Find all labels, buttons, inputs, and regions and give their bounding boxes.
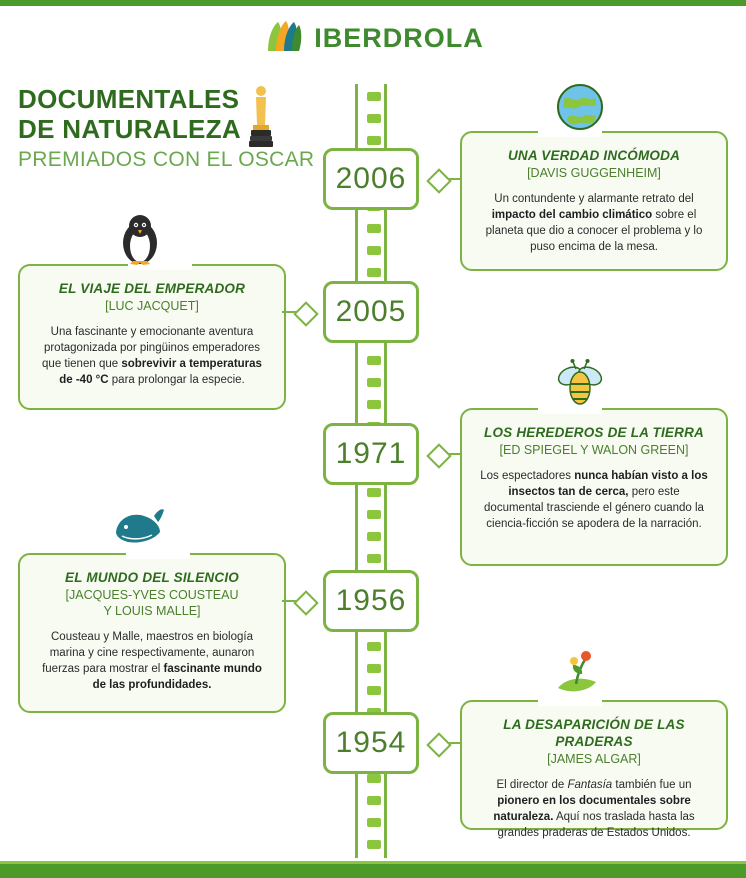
title-line-1: DOCUMENTALES [18,84,240,114]
plant-sprout-icon [552,648,608,704]
iberdrola-leaf-logo-icon [262,17,304,59]
bee-icon [552,356,608,412]
entry-card-1954 [460,700,728,839]
year-marker-1971[interactable] [323,423,419,485]
entry-card-1956 [18,553,286,713]
bottom-accent-bar [0,864,746,878]
entry-text: Los espectadores nunca habían visto a los insectos tan de cerca, pero este documental trasciende el género cuando la ciencia-ficción se apodera de la narración. [480,470,708,530]
year-connector-diamond-2006 [426,168,451,193]
title-line-3: PREMIADOS CON EL OSCAR [18,148,315,171]
entry-author: [LUC JACQUET] [105,299,199,313]
year-label: 2006 [335,162,407,195]
earth-globe-icon [552,79,608,135]
oscar-statuette-icon [246,82,276,150]
year-marker-2005[interactable] [323,281,419,343]
year-marker-2006[interactable] [323,148,419,210]
entry-card-2006 [460,131,728,271]
penguin-icon [112,211,168,267]
entry-author: [ED SPIEGEL Y WALON GREEN] [499,443,689,457]
entry-text: Una fascinante y emocionante aventura protagonizada por pingüinos emperadores que tienen que sobrevivir a temperaturas de -40 °C para prolongar la especie. [42,326,262,386]
year-connector-diamond-1956 [293,590,318,615]
year-label: 1956 [335,584,407,617]
year-connector-diamond-1954 [426,732,451,757]
entry-text: Cousteau y Malle, maestros en biología marina y cine respectivamente, aunaron fuerzas para mostrar el fascinante mundo de las profundidades. [42,631,262,691]
entry-title: EL MUNDO DEL SILENCIO [65,570,239,585]
entry-title: EL VIAJE DEL EMPERADOR [58,281,246,296]
entry-title: LOS HEREDEROS DE LA TIERRA [484,425,704,440]
whale-icon [110,500,166,556]
entry-author: [DAVIS GUGGENHEIM] [527,166,661,180]
year-label: 2005 [335,295,407,328]
entry-text: El director de Fantasía también fue un pionero en los documentales sobre naturaleza. Aquí nos traslada hasta las grandes praderas de Estados Unidos. [493,779,695,839]
year-marker-1956[interactable] [323,570,419,632]
year-label: 1971 [335,437,407,470]
entry-card-2005 [18,264,286,410]
year-connector-diamond-2005 [293,301,318,326]
entry-title: LA DESAPARICIÓN DE LAS PRADERAS [503,717,685,749]
brand-header [0,14,746,62]
year-marker-1954[interactable] [323,712,419,774]
entry-author: [JAMES ALGAR] [547,752,641,766]
entry-card-1971 [460,408,728,566]
year-connector-diamond-1971 [426,443,451,468]
title-line-2: DE NATURALEZA [18,114,241,144]
entry-text: Un contundente y alarmante retrato del impacto del cambio climático sobre el planeta que dio a conocer el problema y lo puso encima de la mesa. [485,193,703,253]
entry-author: [JACQUES-YVES COUSTEAU Y LOUIS MALLE] [65,588,239,618]
top-accent-bar [0,0,746,6]
entry-title: UNA VERDAD INCÓMODA [507,148,681,163]
year-label: 1954 [335,726,407,759]
brand-name: IBERDROLA [314,22,484,53]
